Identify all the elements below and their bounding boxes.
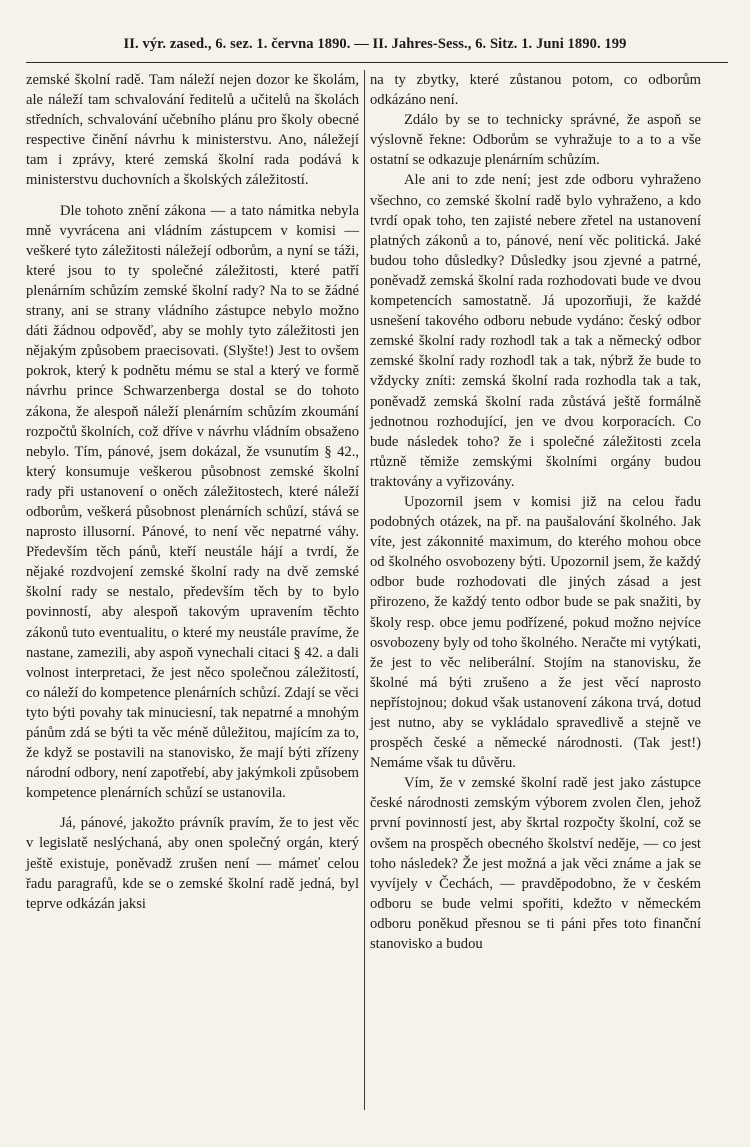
paragraph: zemské školní radě. Tam náleží nejen dozor ke školám, ale náleží tam schvalování ředitelů a učitelů na školách středních, schvalování učebního plánu pro školy obecné respective činění návrhu k ministerstvu. Ano, náležejí tam i zprávy, které zemská školní rada podává k ministerstvu duchovních a školských záležitostí.: [26, 72, 359, 189]
right-column: [370, 70, 701, 954]
paragraph: Vím, že v zemské školní radě jest jako zástupce české národnosti zemským výborem zvolen člen, jehož první povinností jest, aby škrtal rozpočty školní, což se ovšem na prospěch obecného školství neděje, — co jest toho následek? Že jest možná a jak věci známe a jak se vyvíjely v Čechách, — pravděpodobno, že v českém odboru se bude velmi spořiti, kdežto v německém odboru poněkud přesnou se ti páni přes toto finanční stanovisko a budou: [370, 775, 701, 953]
paragraph: Upozornil jsem v komisi již na celou řadu podobných otázek, na př. na paušalování školného. Jak víte, jest zákonnité maximum, do kterého mohou obce od školného osvobozeny býti. Upozornil jsem, že každý odbor bude rozhodovati dle jiných zásad a jest přirozeno, že každý tento odbor bude se pak snažiti, by školy resp. obce jemu podřízené, pokud možno nejvíce osvobozeny byly od toho školného. Neračte mi vytýkati, že jest to věc neliberální. Stojím na stanovisku, že školné má býti zrušeno a že jest věcí naprosto nepřístojnou; dokud však ustanovení zákona trvá, dotud jest nutno, aby se vykládalo spravedlivě a stejně ve prospěch české a německé národnosti. (Tak jest!) Nemáme však tu důvěru.: [370, 493, 701, 772]
paragraph: Já, pánové, jakožto právník pravím, že to jest věc v legislatě neslýchaná, aby onen společný orgán, který ještě existuje, poněvadž zrušen není — mámeť celou řadu paragrafů, kde se o zemské školní radě jedná, byl teprve odkázán jaksi: [26, 815, 359, 912]
paragraph: Zdálo by se to technicky správné, že aspoň se výslovně řekne: Odborům se vyhražuje to a to a vše ostatní se odkazuje plenárním schůzím.: [370, 112, 701, 169]
paragraph: na ty zbytky, které zůstanou potom, co odborům odkázáno není.: [370, 72, 701, 109]
left-column: [26, 70, 359, 914]
page-header: II. výr. zased., 6. sez. 1. června 1890. — II. Jahres-Sess., 6. Sitz. 1. Juni 1890. 199: [123, 36, 627, 52]
header-rule: [26, 62, 728, 63]
column-divider: [364, 70, 365, 1110]
paragraph: Ale ani to zde není; jest zde odboru vyhraženo všechno, co zemské školní radě bylo vyhraženo, a kdo tvrdí opak toho, ten zajisté nebere zřetel na ustanovení platných zákonů a to, pánové, není věc politická. Jaké budou toho důsledky? Důsledky jsou zjevné a patrné, poněvadž zemská školní rada rozhodovati bude ve dvou kompetencích samostatně. Já upozorňuji, že každé usnešení takového odboru nebude vydáno: český odbor zemské školní rady rozhodl tak a tak a německý odbor zemské školní rady rozhodl tak a tak, nýbrž že bude to vždycky zníti: zemská školní rada rozhodla tak a tak, poněvadž zemská školní rada zůstává ještě formálně jednotnou rozhodující, jen ve dvou korporacích. Co bude následek toho? že i společné záležitosti zcela rtůzně těmiže zemskými školními orgány budou traktovány a vyřizovány.: [370, 172, 701, 490]
paragraph: Dle tohoto znění zákona — a tato námitka nebyla mně vyvrácena ani vládním zástupcem v komisi — veškeré tyto záležitosti náležejí odborům, a nyní se táži, které jsou to ty společné záležitosti, které patří plenárním schůzím zemské školní rady? Na to se žádné strany, ani se strany vládního zástupce nebylo možno dáti žádnou odpověď, aby se mohly tyto záležitosti jen nějakým způsobem praecisovati. (Slyšte!) Jest to ovšem pokrok, který k podnětu mému se stal a který ve formě návrhu prince Schwarzenberga dostal se do tohoto zákona, že alespoň náleží plenárním schůzím zkoumání rozpočtů školních, což dříve v návrhu vládním obsaženo nebylo. Tím, pánové, jsem dokázal, že vsunutím § 42., který konsumuje veškerou působnost zemské školní rady při ustanovení o oněch záležitostech, které náleží odborům, veškerá působnost plenárních schůzí, stává se naprosto illusorní. Pánové, to není věc nepatrné váhy. Především těch pánů, kteří neustále hájí a tvrdí, že nějaké rozdvojení zemské školní rady na dvě zemské školní rady se nestalo, především těch by to bylo povinností, aby alespoň takovým upravením těchto zákonů tuto eventualitu, o které my neustále pravíme, že nastane, zamezili, aby aspoň vynechali citaci § 42. a dali volnost interpretaci, že jest něco společnou záležitostí, co náleží do kompetence plenárních schůzí. Zdají se věci tyto býti povahy tak minuciesní, tak nepatrné a mnohým pánům zdá se býti ta věc méně důležitou, majícím za to, že když se postavili na stanovisko, že mají býti zřízeny národní odbory, není zapotřebí, aby jakýmkoli způsobem kompetence plenárních schůzí se ustanovila.: [26, 202, 360, 802]
